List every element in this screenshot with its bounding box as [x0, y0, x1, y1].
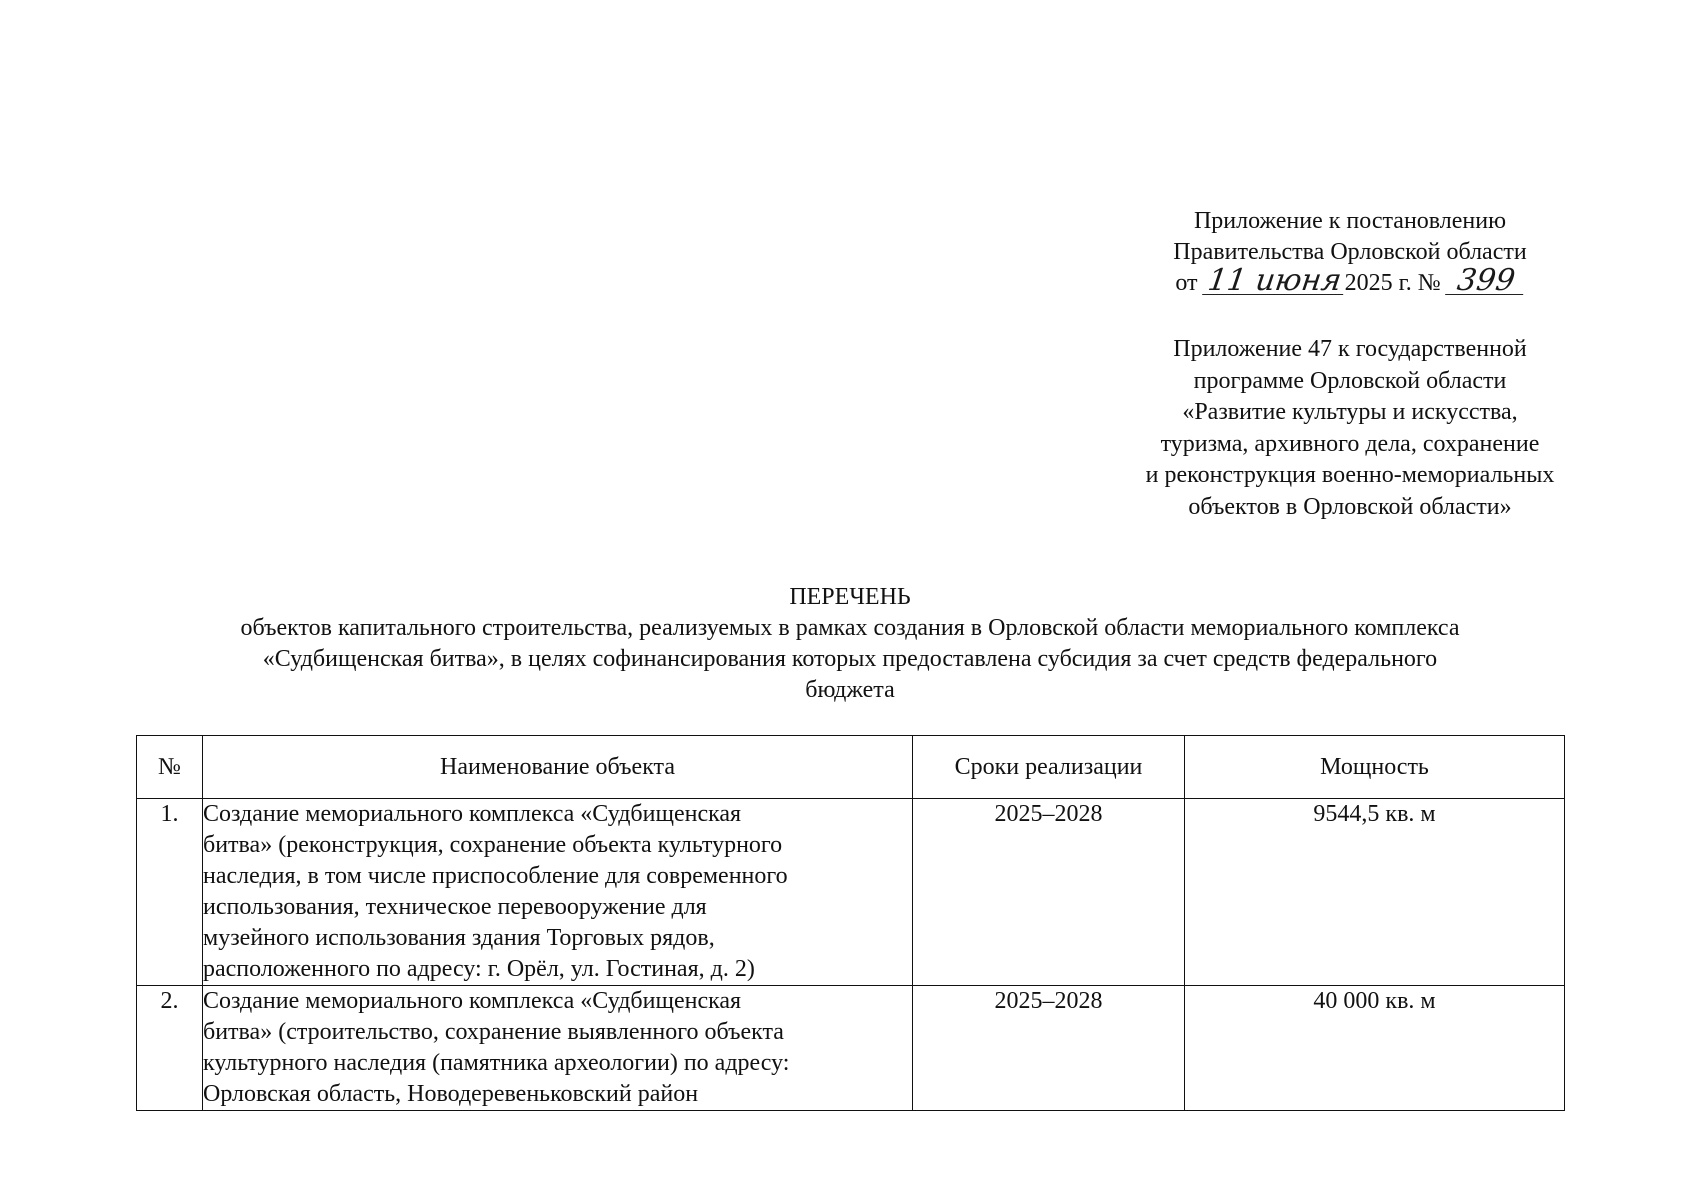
cell-term: 2025–2028: [913, 799, 1185, 986]
appendix-line: и реконструкция военно-мемориальных: [1145, 462, 1555, 488]
header-num: №: [137, 736, 203, 799]
table-row: [137, 799, 1565, 986]
appendix-line: туризма, архивного дела, сохранение: [1160, 430, 1540, 457]
cell-name-line: расположенного по адресу: г. Орёл, ул. Гостиная, д. 2): [203, 956, 755, 982]
appendix-line: программе Орловской области: [1193, 367, 1507, 394]
cell-name-line: использования, техническое перевооружение для: [203, 894, 707, 920]
date-prefix: от: [1175, 270, 1198, 296]
table-row: [137, 986, 1565, 1111]
cell-name: [203, 986, 913, 1111]
cell-term: 2025–2028: [913, 986, 1185, 1111]
document-subtitle-line: «Судбищенская битва», в целях софинансирования которых предоставлена субсидия за счет средств федерального: [262, 646, 1438, 672]
approval-line-1: Приложение к постановлению: [1193, 208, 1507, 234]
header-name: Наименование объекта: [203, 736, 913, 799]
header-term: Сроки реализации: [913, 736, 1185, 799]
cell-num: 2.: [137, 986, 203, 1111]
cell-name-line: музейного использования здания Торговых рядов,: [203, 925, 715, 951]
cell-name-line: Создание мемориального комплекса «Судбищенская: [203, 801, 742, 827]
appendix-line: объектов в Орловской области»: [1188, 493, 1512, 520]
cell-name-line: битва» (реконструкция, сохранение объекта культурного: [203, 832, 783, 858]
date-suffix: 2025 г. №: [1344, 270, 1441, 296]
cell-num: 1.: [137, 799, 203, 986]
approval-line-2: Правительства Орловской области: [1173, 239, 1527, 265]
document-title: ПЕРЕЧЕНЬ: [789, 584, 911, 610]
approval-date-line: [1080, 263, 1620, 299]
appendix-line: «Развитие культуры и искусства,: [1182, 399, 1518, 425]
document-subtitle-line: бюджета: [805, 677, 895, 703]
header-capacity: Мощность: [1185, 736, 1565, 799]
cell-capacity: 40 000 кв. м: [1185, 986, 1565, 1111]
handwritten-date: 11 июня: [1202, 268, 1347, 295]
cell-name-line: Орловская область, Новодеревеньковский район: [203, 1081, 699, 1107]
appendix-line: Приложение 47 к государственной: [1173, 336, 1527, 362]
appendix-47-block: [1060, 334, 1640, 523]
objects-table: [136, 735, 1565, 1111]
cell-name: [203, 799, 913, 986]
cell-name-line: Создание мемориального комплекса «Судбищенская: [203, 988, 742, 1014]
cell-name-line: культурного наследия (памятника археологии) по адресу:: [203, 1050, 790, 1076]
cell-name-line: битва» (строительство, сохранение выявленного объекта: [203, 1019, 784, 1045]
cell-name-line: наследия, в том числе приспособление для современного: [203, 863, 788, 889]
document-heading: [140, 582, 1560, 706]
approval-block: [1080, 206, 1620, 299]
handwritten-number: 399: [1445, 268, 1527, 295]
cell-capacity: 9544,5 кв. м: [1185, 799, 1565, 986]
document-subtitle-line: объектов капитального строительства, реализуемых в рамках создания в Орловской области мемориального комплекса: [240, 615, 1460, 641]
table-header-row: [137, 736, 1565, 799]
